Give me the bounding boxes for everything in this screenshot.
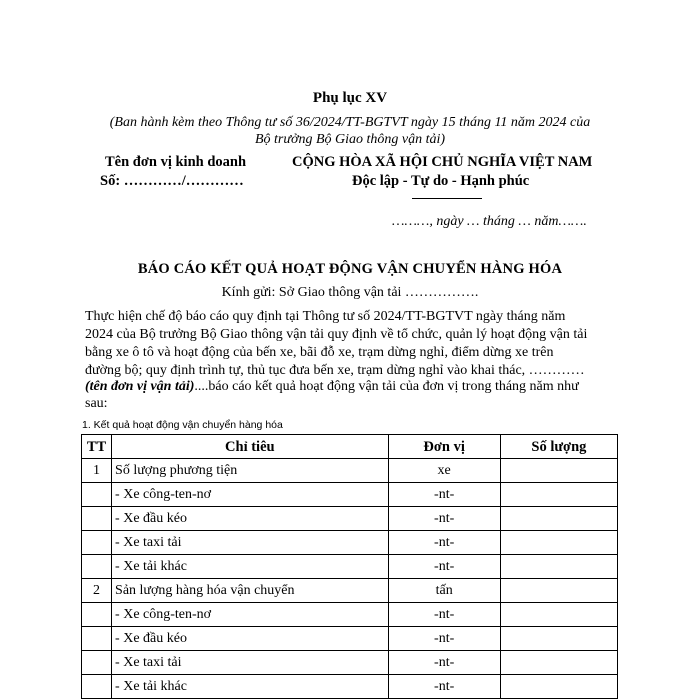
criteria-cell: - Xe taxi tải: [112, 651, 389, 675]
body-text-line: sau:: [85, 396, 108, 411]
table-row: [82, 651, 618, 675]
criteria-cell: - Xe công-ten-nơ: [112, 603, 389, 627]
section-heading: 1. Kết quả hoạt động vận chuyển hàng hóa: [82, 419, 283, 431]
header-criteria: Chỉ tiêu: [112, 435, 389, 459]
header-quantity: Số lượng: [500, 435, 617, 459]
unit-cell: xe: [388, 459, 500, 483]
body-text-line: 2024 của Bộ trưởng Bộ Giao thông vận tải quy định về tổ chức, quản lý hoạt động vận tải: [85, 327, 588, 342]
quantity-cell[interactable]: [500, 531, 617, 555]
recipient-line: Kính gửi: Sở Giao thông vận tải …………….: [221, 285, 479, 300]
row-number-cell: [82, 531, 112, 555]
body-text-line: bằng xe ô tô và hoạt động của bến xe, bãi đỗ xe, trạm dừng nghỉ, điểm dừng xe trên: [85, 345, 554, 360]
criteria-cell: Số lượng phương tiện: [112, 459, 389, 483]
criteria-cell: - Xe đầu kéo: [112, 507, 389, 531]
body-text-line: đường bộ; quy định trình tự, thủ tục đưa bến xe, trạm dừng nghỉ vào khai thác, …………: [85, 363, 585, 378]
quantity-cell[interactable]: [500, 627, 617, 651]
quantity-cell[interactable]: [500, 555, 617, 579]
row-number-cell: [82, 651, 112, 675]
transport-results-table: [81, 434, 618, 699]
appendix-title: Phụ lục XV: [312, 90, 388, 106]
row-number-cell: [82, 675, 112, 699]
row-number-cell: [82, 627, 112, 651]
row-number-cell: [82, 555, 112, 579]
table-row: [82, 507, 618, 531]
quantity-cell[interactable]: [500, 507, 617, 531]
row-number-cell: [82, 483, 112, 507]
country-name: CỘNG HÒA XÃ HỘI CHỦ NGHĨA VIỆT NAM: [292, 154, 593, 170]
criteria-cell: - Xe công-ten-nơ: [112, 483, 389, 507]
doc-number-label: Số: …………/…………: [100, 173, 244, 189]
table-row: [82, 459, 618, 483]
quantity-cell[interactable]: [500, 651, 617, 675]
row-number-cell: [82, 603, 112, 627]
unit-cell: tấn: [388, 579, 500, 603]
quantity-cell[interactable]: [500, 603, 617, 627]
unit-cell: -nt-: [388, 651, 500, 675]
row-number-cell: 2: [82, 579, 112, 603]
unit-cell: -nt-: [388, 483, 500, 507]
body-text-line: Thực hiện chế độ báo cáo quy định tại Thông tư số 2024/TT-BGTVT ngày tháng năm: [85, 309, 566, 324]
criteria-cell: - Xe đầu kéo: [112, 627, 389, 651]
table-row: [82, 579, 618, 603]
body-text-fragment: ....báo cáo kết quả hoạt động vận tải của đơn vị trong tháng năm như: [194, 379, 579, 394]
report-title: BÁO CÁO KẾT QUẢ HOẠT ĐỘNG VẬN CHUYỂN HÀNG HÓA: [137, 261, 563, 277]
table-row: [82, 675, 618, 699]
criteria-cell: - Xe tải khác: [112, 675, 389, 699]
header-unit: Đơn vị: [388, 435, 500, 459]
issuance-note-line-1: (Ban hành kèm theo Thông tư số 36/2024/TT-BGTVT ngày 15 tháng 11 năm 2024 của: [109, 115, 591, 130]
quantity-cell[interactable]: [500, 675, 617, 699]
table-header-row: [82, 435, 618, 459]
quantity-cell[interactable]: [500, 483, 617, 507]
issuance-note-line-2: Bộ trưởng Bộ Giao thông vận tải): [254, 132, 446, 147]
criteria-cell: - Xe tải khác: [112, 555, 389, 579]
table-row: [82, 555, 618, 579]
motto-underline: [412, 198, 482, 199]
body-text-line: [85, 379, 579, 395]
national-motto: Độc lập - Tự do - Hạnh phúc: [352, 173, 530, 189]
unit-cell: -nt-: [388, 555, 500, 579]
criteria-cell: Sản lượng hàng hóa vận chuyển: [112, 579, 389, 603]
criteria-cell: - Xe taxi tải: [112, 531, 389, 555]
row-number-cell: [82, 507, 112, 531]
unit-cell: -nt-: [388, 627, 500, 651]
header-tt: TT: [82, 435, 112, 459]
unit-cell: -nt-: [388, 675, 500, 699]
unit-cell: -nt-: [388, 603, 500, 627]
table-row: [82, 627, 618, 651]
table-row: [82, 603, 618, 627]
unit-cell: -nt-: [388, 531, 500, 555]
org-name-label: Tên đơn vị kinh doanh: [105, 154, 247, 170]
quantity-cell[interactable]: [500, 579, 617, 603]
table-row: [82, 531, 618, 555]
table-row: [82, 483, 618, 507]
date-place-line: ………, ngày … tháng … năm…….: [392, 214, 587, 229]
unit-cell: -nt-: [388, 507, 500, 531]
row-number-cell: 1: [82, 459, 112, 483]
quantity-cell[interactable]: [500, 459, 617, 483]
transport-unit-placeholder: (tên đơn vị vận tải): [85, 379, 195, 394]
